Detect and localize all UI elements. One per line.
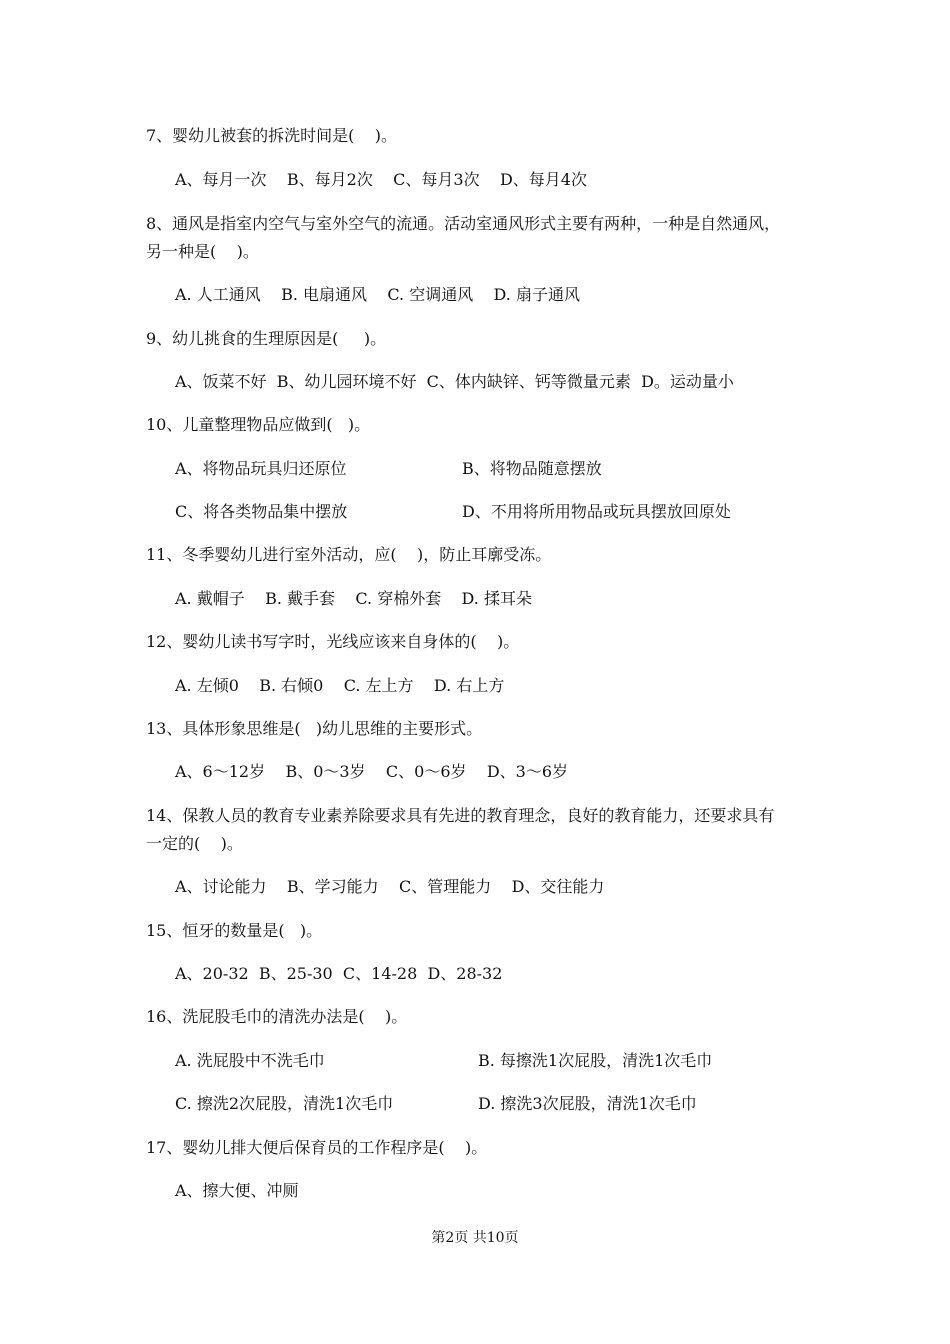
question-12-options: A. 左倾0 B. 右倾0 C. 左上方 D. 右上方	[175, 676, 505, 695]
question-10-option-d: D、不用将所用物品或玩具摆放回原处	[462, 502, 731, 521]
question-17-stem: 17、婴幼儿排大便后保育员的工作程序是( )。	[146, 1138, 488, 1157]
question-9-options: A、饭菜不好 B、幼儿园环境不好 C、体内缺锌、钙等微量元素 D。运动量小	[175, 372, 734, 391]
question-8-stem-cont: 另一种是( )。	[146, 242, 259, 261]
question-7-stem: 7、婴幼儿被套的拆洗时间是( )。	[146, 126, 398, 145]
question-8-stem: 8、通风是指室内空气与室外空气的流通。活动室通风形式主要有两种，一种是自然通风，	[146, 214, 781, 233]
question-11-options: A. 戴帽子 B. 戴手套 C. 穿棉外套 D. 揉耳朵	[175, 589, 532, 608]
question-16-option-b: B. 每擦洗1次屁股，清洗1次毛巾	[478, 1051, 713, 1070]
question-10-option-b: B、将物品随意摆放	[462, 459, 602, 478]
question-16-stem: 16、洗屁股毛巾的清洗办法是( )。	[146, 1007, 408, 1026]
question-10-stem: 10、儿童整理物品应做到( )。	[146, 415, 371, 434]
question-7-options: A、每月一次 B、每月2次 C、每月3次 D、每月4次	[175, 170, 587, 189]
question-13-stem: 13、具体形象思维是( )幼儿思维的主要形式。	[146, 719, 483, 738]
question-13-options: A、6～12岁 B、0～3岁 C、0～6岁 D、3～6岁	[175, 762, 569, 781]
question-10-option-c: C、将各类物品集中摆放	[175, 502, 348, 521]
question-16-option-c: C. 擦洗2次屁股，清洗1次毛巾	[175, 1094, 394, 1113]
page-number-footer: 第2页 共10页	[431, 1230, 519, 1246]
question-15-stem: 15、恒牙的数量是( )。	[146, 921, 323, 940]
question-14-stem: 14、保教人员的教育专业素养除要求具有先进的教育理念，良好的教育能力，还要求具有	[146, 806, 775, 825]
question-9-stem: 9、幼儿挑食的生理原因是( )。	[146, 329, 387, 348]
question-12-stem: 12、婴幼儿读书写字时，光线应该来自身体的( )。	[146, 632, 520, 651]
question-14-stem-cont: 一定的( )。	[146, 834, 243, 853]
question-16-option-a: A. 洗屁股中不洗毛巾	[175, 1051, 325, 1070]
question-15-options: A、20-32 B、25-30 C、14-28 D、28-32	[175, 964, 503, 983]
question-10-option-a: A、将物品玩具归还原位	[175, 459, 347, 478]
question-14-options: A、讨论能力 B、学习能力 C、管理能力 D、交往能力	[175, 877, 605, 896]
question-16-option-d: D. 擦洗3次屁股，清洗1次毛巾	[478, 1094, 697, 1113]
question-8-options: A. 人工通风 B. 电扇通风 C. 空调通风 D. 扇子通风	[175, 285, 580, 304]
question-11-stem: 11、冬季婴幼儿进行室外活动，应( )，防止耳廓受冻。	[146, 545, 552, 564]
question-17-options: A、擦大便、冲厕	[175, 1181, 299, 1200]
